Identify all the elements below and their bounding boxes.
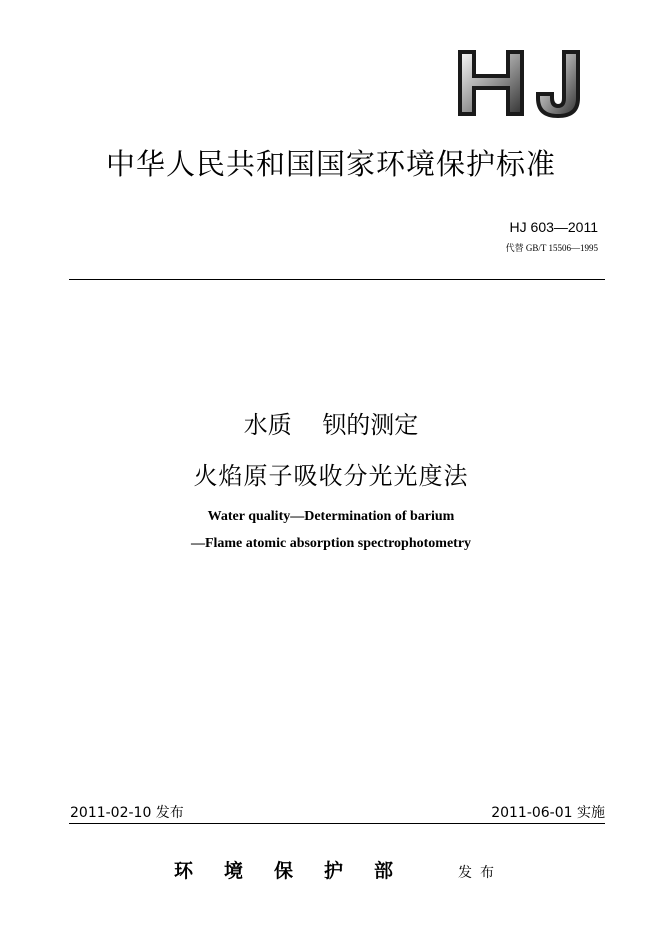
implementation-date: 2011-06-01 实施 [491, 805, 605, 821]
top-divider [69, 279, 605, 280]
org-title: 中华人民共和国国家环境保护标准 [105, 147, 556, 181]
title-zh-line1: 水质 钡的测定 [243, 411, 419, 439]
logo-letter-j [536, 50, 580, 118]
bottom-divider [69, 823, 605, 824]
logo-letter-h [458, 50, 524, 116]
hj-logo [450, 44, 590, 122]
title-en-line2: —Flame atomic absorption spectrophotometry [190, 536, 472, 551]
publish-label: 发布 [458, 865, 502, 881]
hj-logo-graphic [450, 44, 590, 122]
title-en-line1: Water quality—Determination of barium [207, 509, 455, 524]
issue-date: 2011-02-10 发布 [70, 805, 184, 821]
standard-number: HJ 603—2011 [509, 219, 598, 235]
replaces-standard: 代替 GB/T 15506—1995 [505, 243, 598, 253]
issuing-ministry: 环境保护部 [174, 860, 425, 882]
title-zh-line2: 火焰原子吸收分光光度法 [193, 462, 469, 490]
